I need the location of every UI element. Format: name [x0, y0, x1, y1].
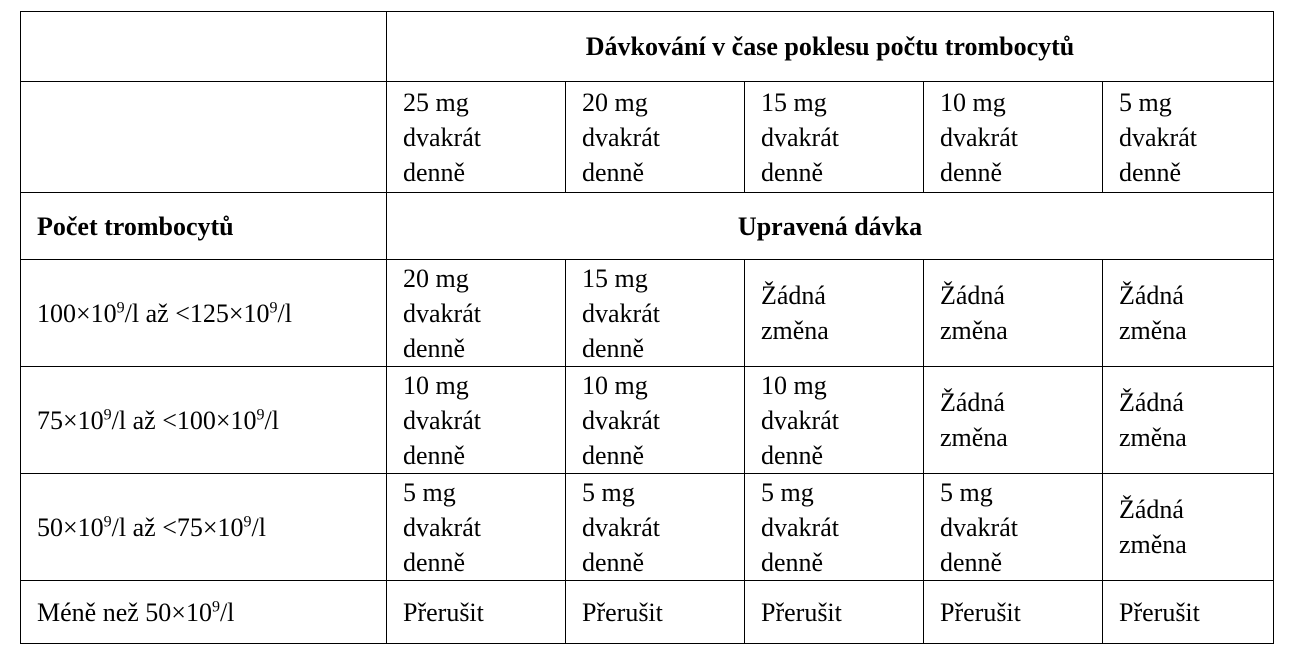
table-row	[21, 581, 1274, 644]
adjusted-dose-cell: 5 mg dvakrát denně	[924, 474, 1103, 581]
dose-header-cell: 20 mg dvakrát denně	[566, 82, 745, 193]
adjusted-dose-cell: 10 mg dvakrát denně	[566, 367, 745, 474]
dose-header-cell: 5 mg dvakrát denně	[1103, 82, 1274, 193]
header-row-doses	[21, 82, 1274, 193]
dose-header-cell: 15 mg dvakrát denně	[745, 82, 924, 193]
empty-corner-cell	[21, 12, 387, 82]
adjusted-dose-header: Upravená dávka	[387, 193, 1274, 260]
dosing-header-title: Dávkování v čase poklesu počtu trombocytů	[387, 12, 1274, 82]
empty-label-cell	[21, 82, 387, 193]
adjusted-dose-cell: Přerušit	[1103, 581, 1274, 644]
adjusted-dose-cell: Přerušit	[387, 581, 566, 644]
adjusted-dose-cell: Žádná změna	[1103, 367, 1274, 474]
adjusted-dose-cell: Žádná změna	[745, 260, 924, 367]
adjusted-dose-cell: Přerušit	[924, 581, 1103, 644]
table-row	[21, 260, 1274, 367]
adjusted-dose-cell: Přerušit	[745, 581, 924, 644]
platelet-range-label: $50\times 10^9/l$ až $<75\times 10^9/l$	[21, 474, 387, 581]
platelet-count-header: Počet trombocytů	[21, 193, 387, 260]
adjusted-dose-cell: 15 mg dvakrát denně	[566, 260, 745, 367]
adjusted-dose-cell: Žádná změna	[1103, 260, 1274, 367]
adjusted-dose-cell: 5 mg dvakrát denně	[387, 474, 566, 581]
dose-header-cell: 10 mg dvakrát denně	[924, 82, 1103, 193]
adjusted-dose-cell: Žádná změna	[924, 367, 1103, 474]
platelet-range-label: $100\times 10^9/l$ až $<125\times 10^9/l$	[21, 260, 387, 367]
adjusted-dose-cell: Žádná změna	[924, 260, 1103, 367]
header-row-title	[21, 12, 1274, 82]
table-row	[21, 367, 1274, 474]
platelet-range-label: Méně než $50\times 10^9/l$	[21, 581, 387, 644]
platelet-range-label: $75\times 10^9/l$ až $<100\times 10^9/l$	[21, 367, 387, 474]
adjusted-dose-cell: 10 mg dvakrát denně	[387, 367, 566, 474]
subheader-row	[21, 193, 1274, 260]
adjusted-dose-cell: Žádná změna	[1103, 474, 1274, 581]
dose-adjustment-table	[20, 11, 1274, 644]
adjusted-dose-cell: Přerušit	[566, 581, 745, 644]
adjusted-dose-cell: 5 mg dvakrát denně	[566, 474, 745, 581]
adjusted-dose-cell: 5 mg dvakrát denně	[745, 474, 924, 581]
adjusted-dose-cell: 20 mg dvakrát denně	[387, 260, 566, 367]
table-row	[21, 474, 1274, 581]
dose-header-cell: 25 mg dvakrát denně	[387, 82, 566, 193]
adjusted-dose-cell: 10 mg dvakrát denně	[745, 367, 924, 474]
